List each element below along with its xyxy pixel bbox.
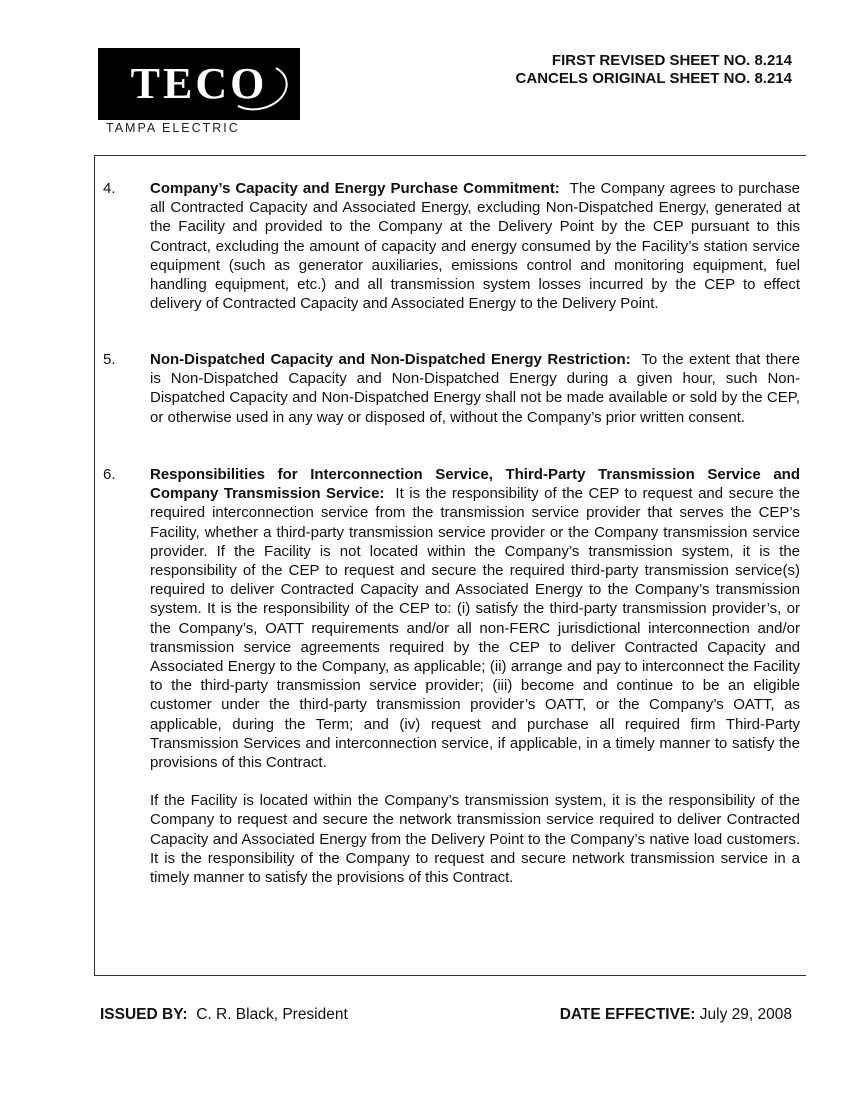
section-paragraph — [150, 350, 800, 427]
section-body — [150, 465, 800, 906]
sheet-cancels-line: CANCELS ORIGINAL SHEET NO. 8.214 — [515, 70, 792, 87]
content-frame — [94, 155, 806, 976]
section-text: It is the responsibility of the CEP to request and secure the required interconnection service from the transmission service provider that serves the CEP’s Facility, whether a third-party transmission service provider or the Company transmission service provider. If the Facility is not located within the Company’s transmission system, it is the responsibility of the CEP to request and secure the required third-party transmission service(s) required to deliver Contracted Capacity and Associated Energy to the Company’s transmission system. It is the responsibility of the CEP to: (i) satisfy the third-party transmission provider’s, or the Company’s, OATT requirements and/or all non-FERC jurisdictional interconnection and/or transmission service agreements required by the CEP to deliver Contracted Capacity and Associated Energy to the Company, as applicable; (ii) arrange and pay to interconnect the Facility to the third-party transmission service provider; (iii) become and continue to be an eligible customer under the third-party transmission provider’s OATT, or the Company’s OATT, as applicable, during the Term; and (iv) request and purchase all required firm Third-Party Transmission Services and interconnection service, if applicable, in a timely manner to satisfy the provisions of this Contract. — [150, 485, 800, 772]
section-body — [150, 179, 800, 332]
section-heading: Non-Dispatched Capacity and Non-Dispatched Energy Restriction: — [150, 351, 631, 368]
issued-by — [100, 1006, 348, 1024]
section-paragraph — [150, 791, 800, 887]
section-heading: Responsibilities for Interconnection Service, Third-Party Transmission Service and Company Transmission Service: — [150, 466, 800, 503]
issued-by-label: ISSUED BY: — [100, 1006, 188, 1023]
section-text: The Company agrees to purchase all Contracted Capacity and Associated Energy, excluding Non-Dispatched Energy, generated at the Facility and provided to the Company at the Delivery Point by the CEP pursuant to this Contract, excluding the amount of capacity and energy consumed by the Facility’s station service equipment (such as generator auxiliaries, emissions control and monitoring equipment, fuel handling equipment, etc.) and all transmission system losses incurred by the CEP to effect delivery of Contracted Capacity and Associated Energy to the Delivery Point. — [150, 180, 800, 313]
logo-wordmark: TECO — [130, 59, 268, 108]
logo-subtitle: TAMPA ELECTRIC — [106, 121, 240, 135]
teco-logo — [98, 48, 300, 120]
section-number: 4. — [103, 180, 116, 197]
date-effective — [560, 1006, 792, 1024]
section-number: 6. — [103, 466, 116, 483]
section-body — [150, 350, 800, 446]
section-text: If the Facility is located within the Company’s transmission system, it is the responsibility of the Company to request and secure the network transmission service required to deliver Contracted Capacity and Associated Energy from the Delivery Point to the Company’s native load customers. It is the responsibility of the Company to request and secure network transmission service in a timely manner to satisfy the provisions of this Contract. — [150, 792, 800, 887]
section-number: 5. — [103, 351, 116, 368]
issued-by-value: C. R. Black, President — [196, 1006, 348, 1023]
date-effective-value: July 29, 2008 — [699, 1006, 792, 1023]
section-paragraph — [150, 179, 800, 313]
section-paragraph — [150, 465, 800, 772]
date-effective-label: DATE EFFECTIVE: — [559, 1006, 696, 1023]
section-heading: Company’s Capacity and Energy Purchase Commitment: — [150, 180, 560, 197]
section-text: To the extent that there is Non-Dispatched Capacity and Non-Dispatched Energy during a given hour, such Non-Dispatched Capacity and Non-Dispatched Energy shall not be made available or sold by the CEP, or otherwise used in any way or disposed of, without the Company’s prior written consent. — [150, 351, 800, 426]
sheet-number-block — [516, 52, 792, 88]
sheet-revision-line: FIRST REVISED SHEET NO. 8.214 — [551, 52, 792, 69]
